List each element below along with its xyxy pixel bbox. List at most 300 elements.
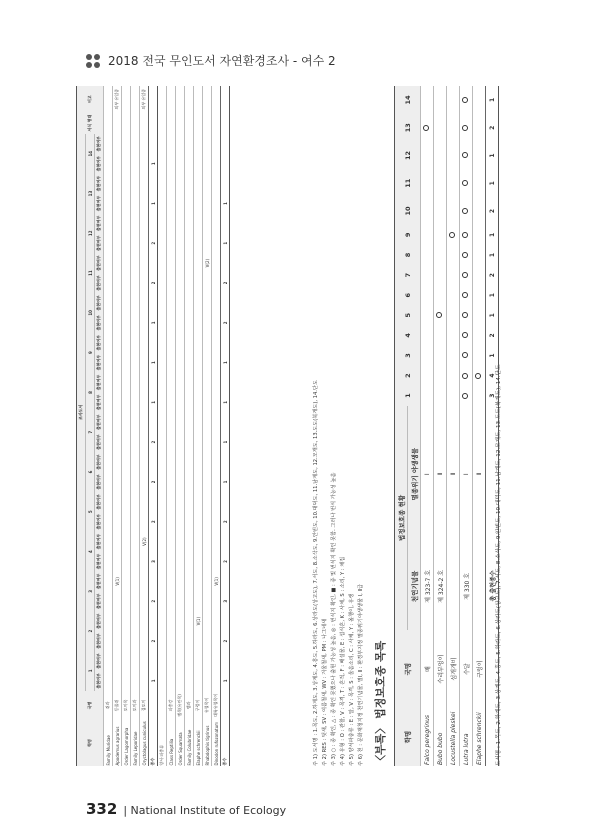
island-header: 10: [395, 197, 421, 225]
subcol-header: 출현여부: [95, 253, 104, 273]
species-kor: 수달: [460, 630, 473, 708]
island-header: 8: [86, 373, 95, 413]
survey-cell: [167, 671, 176, 691]
survey-cell: [203, 571, 212, 591]
presence-cell: [421, 86, 434, 114]
island-header: 14: [395, 86, 421, 114]
presence-cell: [434, 265, 447, 285]
species-name: Family Muridae: [104, 720, 113, 766]
presence-cell: [421, 245, 434, 265]
species-name: 양서·파충류: [158, 720, 167, 766]
presence-cell: [447, 265, 460, 285]
survey-cell: [158, 273, 167, 293]
survey-cell: [194, 591, 203, 611]
sum-label: 총 출현종수: [486, 406, 499, 766]
survey-cell: [113, 432, 122, 452]
survey-cell: [167, 333, 176, 353]
survey-cell: [149, 373, 158, 393]
survey-cell: [104, 313, 113, 333]
table-row: [185, 86, 194, 766]
survey-cell: 2: [149, 273, 158, 293]
monument-cell: [473, 543, 486, 631]
bigo-cell: [203, 86, 212, 112]
presence-cell: [447, 86, 460, 114]
survey-cell: [185, 671, 194, 691]
subcol-header: 출현여부: [95, 392, 104, 412]
survey-cell: [113, 651, 122, 671]
t1-header-name: 학명: [77, 720, 104, 766]
survey-cell: [176, 194, 185, 214]
presence-cell: [434, 386, 447, 406]
survey-cell: [122, 671, 131, 691]
survey-cell: [167, 532, 176, 552]
survey-cell: [212, 552, 221, 572]
survey-cell: [122, 512, 131, 532]
survey-cell: 1: [221, 233, 230, 253]
presence-circle-icon: [462, 312, 468, 318]
survey-cell: [167, 552, 176, 572]
endangered-cell: Ⅱ: [447, 406, 460, 543]
survey-cell: [149, 134, 158, 154]
monument-cell: 제 330 호: [460, 543, 473, 631]
survey-cell: [104, 552, 113, 572]
survey-cell: [212, 472, 221, 492]
survey-cell: [185, 432, 194, 452]
survey-cell: [212, 591, 221, 611]
survey-cell: [131, 392, 140, 412]
survey-cell: [122, 472, 131, 492]
survey-cell: [194, 412, 203, 432]
habitat-cell: [149, 112, 158, 134]
survey-cell: [104, 512, 113, 532]
presence-circle-icon: [462, 125, 468, 131]
presence-cell: [434, 305, 447, 325]
survey-cell: [158, 333, 167, 353]
island-header: 12: [395, 142, 421, 170]
survey-cell: [131, 134, 140, 154]
table-row: [158, 86, 167, 766]
survey-cell: [131, 552, 140, 572]
subcol-header: 출현여부: [95, 412, 104, 432]
island-header: 10: [86, 293, 95, 333]
survey-cell: [185, 412, 194, 432]
survey-cell: [194, 472, 203, 492]
species-sci: Falco peregrinus: [421, 708, 434, 766]
survey-cell: [185, 293, 194, 313]
habitat-cell: [113, 112, 122, 134]
bigo-cell: [104, 86, 113, 112]
presence-circle-icon: [462, 252, 468, 258]
species-korean: 쥐과: [104, 691, 113, 720]
species-name: Rhabdophis tigrinus: [203, 720, 212, 766]
survey-cell: [131, 313, 140, 333]
survey-cell: [221, 492, 230, 512]
survey-cell: [185, 253, 194, 273]
species-korean: 파충강: [167, 691, 176, 720]
species-korean: 유혈목이: [203, 691, 212, 720]
survey-cell: [113, 392, 122, 412]
survey-cell: [140, 333, 149, 353]
survey-cell: [212, 512, 221, 532]
survey-cell: [176, 134, 185, 154]
presence-cell: [473, 345, 486, 365]
survey-cell: [158, 253, 167, 273]
survey-cell: [167, 293, 176, 313]
survey-cell: [113, 134, 122, 154]
survey-cell: [149, 532, 158, 552]
sum-cell: 2: [486, 114, 499, 142]
survey-cell: [194, 512, 203, 532]
survey-cell: [131, 631, 140, 651]
survey-cell: [194, 154, 203, 174]
presence-cell: [434, 345, 447, 365]
survey-cell: [122, 651, 131, 671]
survey-cell: V(2): [203, 253, 212, 273]
survey-cell: [176, 412, 185, 432]
survey-cell: [104, 392, 113, 412]
survey-cell: [176, 552, 185, 572]
species-kor: 섬개개비: [447, 630, 460, 708]
subcol-header: 출현여부: [95, 174, 104, 194]
survey-cell: [194, 313, 203, 333]
survey-cell: [212, 253, 221, 273]
survey-cell: [140, 154, 149, 174]
monument-cell: 제 324-2 호: [434, 543, 447, 631]
note-line: 주 2) RES : 텃새, SV : 여름철새, WV : 겨울철새, PM : 나그네새: [322, 618, 328, 766]
survey-cell: [140, 492, 149, 512]
survey-cell: [176, 293, 185, 313]
table-row: [194, 86, 203, 766]
presence-cell: [460, 366, 473, 386]
subcol-header: 출현여부: [95, 671, 104, 691]
survey-cell: [176, 532, 185, 552]
survey-cell: [203, 213, 212, 233]
survey-cell: [176, 512, 185, 532]
table-row: [140, 86, 149, 766]
survey-cell: [104, 174, 113, 194]
subcol-header: 출현여부: [95, 273, 104, 293]
survey-cell: [203, 512, 212, 532]
t1-header-other: 서식 형태: [77, 112, 104, 134]
survey-cell: [113, 233, 122, 253]
table-row: [104, 86, 113, 766]
survey-cell: [212, 373, 221, 393]
survey-cell: 2: [221, 631, 230, 651]
island-header: 13: [86, 174, 95, 214]
survey-cell: [131, 373, 140, 393]
survey-cell: [203, 373, 212, 393]
survey-cell: [149, 412, 158, 432]
survey-cell: [158, 353, 167, 373]
subcol-header: 출현여부: [95, 452, 104, 472]
survey-cell: [113, 154, 122, 174]
survey-cell: [203, 631, 212, 651]
survey-cell: [212, 174, 221, 194]
species-name: Elaphe schrenckii: [194, 720, 203, 766]
survey-cell: [176, 333, 185, 353]
survey-cell: [203, 472, 212, 492]
rotated-content: [76, 86, 556, 778]
survey-cell: [176, 273, 185, 293]
presence-cell: [434, 142, 447, 170]
survey-cell: [203, 273, 212, 293]
survey-cell: [104, 373, 113, 393]
survey-cell: [131, 472, 140, 492]
survey-cell: [104, 571, 113, 591]
survey-cell: [158, 194, 167, 214]
species-name: Family Colubridae: [185, 720, 194, 766]
survey-cell: [203, 233, 212, 253]
subcol-header: 출현여부: [95, 611, 104, 631]
subcol-header: 출현여부: [95, 631, 104, 651]
sum-cell: 2: [486, 197, 499, 225]
monument-cell: 제 323-7 호: [421, 543, 434, 631]
survey-cell: [140, 293, 149, 313]
habitat-cell: [140, 112, 149, 134]
survey-cell: [194, 174, 203, 194]
survey-cell: [158, 452, 167, 472]
sum-cell: 1: [486, 305, 499, 325]
survey-cell: [212, 611, 221, 631]
survey-cell: [212, 233, 221, 253]
survey-cell: [122, 631, 131, 651]
presence-cell: [473, 305, 486, 325]
subcol-header: 출현여부: [95, 492, 104, 512]
presence-cell: [473, 245, 486, 265]
survey-cell: [122, 273, 131, 293]
survey-cell: [194, 492, 203, 512]
species-kor: 수리부엉이: [434, 630, 447, 708]
survey-cell: [149, 452, 158, 472]
survey-cell: [113, 313, 122, 333]
note-line: 주 5) 양서파충류 : E : 알, V : 목격, S : 울음소리, C : 사체, Y : 올챙이, 유생: [349, 593, 355, 766]
survey-cell: [194, 651, 203, 671]
survey-cell: [149, 651, 158, 671]
monument-cell: [447, 543, 460, 631]
sum-cell: 1: [486, 245, 499, 265]
survey-cell: [122, 313, 131, 333]
species-name: Order Squamata: [176, 720, 185, 766]
survey-cell: [176, 233, 185, 253]
survey-cell: [185, 174, 194, 194]
presence-cell: [473, 225, 486, 245]
habitat-cell: [176, 112, 185, 134]
survey-cell: [104, 213, 113, 233]
survey-cell: [176, 432, 185, 452]
appendix-note: 도서명 : 1.목도, 2.하계도, 3.상계도, 4.흥도, 5.하라도, 6.상라도(상고도), 7.서도, 8.소삭도, 9.안빈도, 10.대덕도, 11.남계도, 12.모개도, 13.도도(북개도), 14.단도: [496, 364, 502, 766]
subcol-header: 출현여부: [95, 213, 104, 233]
survey-cell: [113, 512, 122, 532]
survey-cell: [122, 174, 131, 194]
survey-cell: [194, 452, 203, 472]
survey-cell: [113, 293, 122, 313]
subcol-header: 출현여부: [95, 333, 104, 353]
survey-cell: [104, 472, 113, 492]
bigo-cell: [158, 86, 167, 112]
survey-cell: [176, 651, 185, 671]
species-korean: 토끼목: [122, 691, 131, 720]
survey-cell: [158, 472, 167, 492]
survey-cell: [167, 591, 176, 611]
survey-cell: [158, 392, 167, 412]
survey-cell: [140, 194, 149, 214]
survey-cell: [212, 154, 221, 174]
survey-cell: [122, 253, 131, 273]
survey-cell: [140, 213, 149, 233]
survey-cell: [104, 353, 113, 373]
survey-cell: [140, 591, 149, 611]
subcol-header: 출현여부: [95, 353, 104, 373]
presence-cell: [460, 245, 473, 265]
survey-cell: [203, 591, 212, 611]
t2-header-protect: 법정보호종 현황: [395, 406, 408, 630]
survey-cell: [104, 591, 113, 611]
table-row: [131, 86, 140, 766]
island-header: 7: [86, 412, 95, 452]
note-line: 주 3) ○ : 종 확인, △ : 종 확인 못했으나 출현 가능성 높음, ◎ : 번식지 확인, ■ : 종 및 번식지 확인 못함. 그러나 번식 가능성 높음: [331, 472, 337, 766]
survey-cell: [185, 313, 194, 333]
survey-cell: [212, 273, 221, 293]
presence-cell: [473, 169, 486, 197]
survey-cell: [167, 213, 176, 233]
survey-cell: [176, 571, 185, 591]
species-korean: 토끼과: [131, 691, 140, 720]
survey-cell: [167, 452, 176, 472]
sum-cell: 1: [486, 285, 499, 305]
survey-cell: [212, 313, 221, 333]
sum-cell: 1: [486, 86, 499, 114]
survey-cell: [176, 671, 185, 691]
species-sci: Lutra lutra: [460, 708, 473, 766]
presence-cell: [421, 225, 434, 245]
survey-cell: [176, 353, 185, 373]
species-korean: [149, 691, 158, 720]
island-header: 1: [395, 386, 421, 406]
habitat-cell: [185, 112, 194, 134]
survey-cell: [158, 532, 167, 552]
t2-header-kor: 국명: [395, 630, 421, 708]
survey-cell: [212, 432, 221, 452]
island-header: 5: [86, 492, 95, 532]
survey-cell: [113, 532, 122, 552]
survey-cell: [158, 174, 167, 194]
survey-cell: [212, 134, 221, 154]
survey-cell: [194, 671, 203, 691]
survey-cell: V(1): [212, 571, 221, 591]
survey-cell: [203, 492, 212, 512]
survey-cell: [203, 452, 212, 472]
survey-cell: [158, 552, 167, 572]
sum-cell: 1: [486, 169, 499, 197]
presence-cell: [460, 142, 473, 170]
survey-cell: [131, 194, 140, 214]
survey-cell: [113, 253, 122, 273]
habitat-cell: [167, 112, 176, 134]
survey-cell: [122, 611, 131, 631]
survey-cell: [194, 213, 203, 233]
survey-cell: [167, 194, 176, 214]
survey-cell: 2: [149, 432, 158, 452]
species-name: 종수: [149, 720, 158, 766]
presence-cell: [421, 366, 434, 386]
island-header: 14: [86, 134, 95, 174]
survey-cell: [185, 611, 194, 631]
survey-cell: [167, 432, 176, 452]
endangered-cell: Ⅰ: [460, 406, 473, 543]
survey-cell: [185, 373, 194, 393]
habitat-cell: [203, 112, 212, 134]
presence-cell: [447, 114, 460, 142]
survey-cell: [185, 213, 194, 233]
table-row: [212, 86, 221, 766]
subcol-header: 출현여부: [95, 512, 104, 532]
footer-org: | National Institute of Ecology: [123, 804, 287, 817]
presence-cell: [473, 114, 486, 142]
subcol-header: 출현여부: [95, 134, 104, 154]
survey-cell: [221, 571, 230, 591]
bigo-cell: [131, 86, 140, 112]
survey-cell: [185, 532, 194, 552]
table-row: [473, 86, 486, 766]
survey-cell: [203, 651, 212, 671]
survey-cell: [221, 412, 230, 432]
survey-cell: [158, 373, 167, 393]
island-header: 11: [86, 253, 95, 293]
survey-cell: [140, 233, 149, 253]
survey-cell: [212, 194, 221, 214]
survey-cell: [194, 233, 203, 253]
species-name: Dinodon rufozonatum: [213, 721, 219, 766]
presence-cell: [473, 285, 486, 305]
presence-cell: [434, 114, 447, 142]
presence-cell: [421, 285, 434, 305]
island-header: 2: [395, 366, 421, 386]
island-header: 2: [86, 611, 95, 651]
survey-cell: [140, 253, 149, 273]
survey-cell: [140, 174, 149, 194]
subcol-header: 출현여부: [95, 293, 104, 313]
bigo-cell: [221, 86, 230, 112]
survey-cell: [113, 452, 122, 472]
survey-cell: [113, 353, 122, 373]
survey-cell: [212, 631, 221, 651]
island-header: 3: [395, 345, 421, 365]
survey-cell: [104, 492, 113, 512]
survey-cell: [194, 432, 203, 452]
survey-cell: [140, 432, 149, 452]
survey-cell: [167, 174, 176, 194]
survey-cell: [122, 432, 131, 452]
survey-cell: [167, 571, 176, 591]
survey-cell: [104, 532, 113, 552]
presence-cell: [460, 345, 473, 365]
survey-cell: [176, 313, 185, 333]
survey-cell: [176, 611, 185, 631]
survey-cell: [113, 273, 122, 293]
survey-cell: 2: [149, 591, 158, 611]
presence-circle-icon: [462, 292, 468, 298]
survey-cell: [140, 134, 149, 154]
survey-cell: [149, 611, 158, 631]
habitat-cell: [194, 112, 203, 134]
survey-cell: [122, 412, 131, 432]
species-name: Oryctolagus cuniculus: [141, 721, 147, 766]
survey-cell: 1: [149, 353, 158, 373]
survey-cell: [185, 452, 194, 472]
presence-cell: [460, 285, 473, 305]
subcol-header: 출현여부: [95, 154, 104, 174]
survey-cell: [212, 353, 221, 373]
